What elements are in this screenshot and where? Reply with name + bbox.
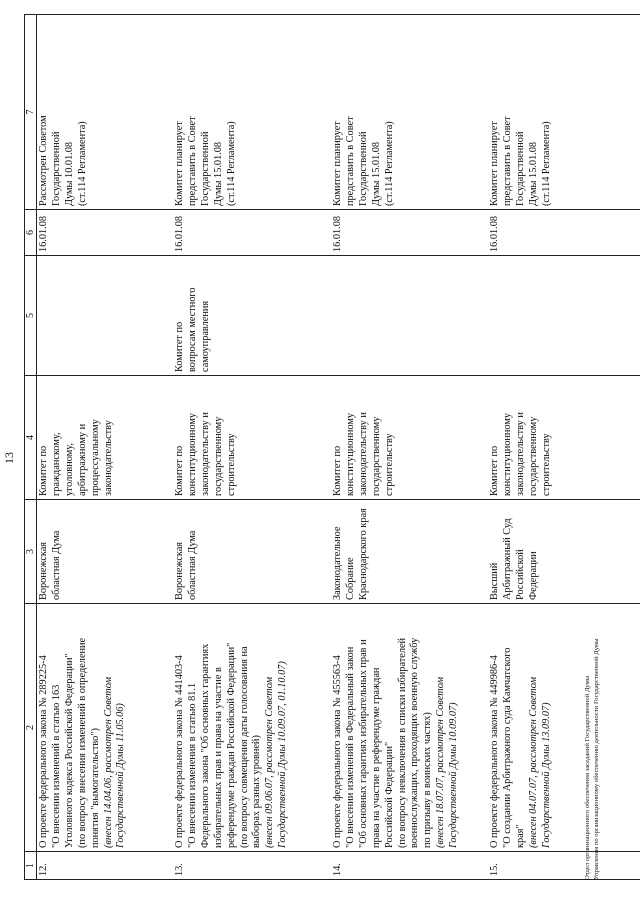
column-header: 6 xyxy=(25,210,37,256)
responsible-committee-line: конституционному xyxy=(344,412,356,496)
co-executor-cell xyxy=(173,256,331,376)
table-row xyxy=(488,15,640,880)
responsible-committee-line: Комитет по xyxy=(174,445,185,496)
row-number: 14. xyxy=(332,863,343,876)
date: 16.01.08 xyxy=(489,215,500,252)
bill-title-line: "О внесении изменений в Федеральный закон xyxy=(344,646,356,848)
co-executor-cell xyxy=(488,256,640,376)
co-executor-cell xyxy=(331,256,488,376)
initiator-line: областная Дума xyxy=(50,530,62,600)
bill-title-line: по призыву в воинских частях) xyxy=(422,712,434,848)
bill-title-line: Федерального закона "Об основных гарантиях xyxy=(199,643,211,848)
status-line: представить в Совет xyxy=(186,116,198,206)
responsible-committee-line: Комитет по xyxy=(38,445,49,496)
status-line: представить в Совет xyxy=(501,116,513,206)
bill-note-line: Государственной Думы 11.05.06) xyxy=(115,703,127,848)
initiator-line: Высший xyxy=(489,562,500,600)
responsible-committee-line: уголовному, xyxy=(63,443,75,496)
status-line: Рассмотрен Советом xyxy=(38,115,49,206)
initiator-line: областная Дума xyxy=(186,530,198,600)
column-header: 1 xyxy=(25,852,37,880)
initiator-line: Краснодарского края xyxy=(357,508,369,600)
responsible-committee-line: законодательству и xyxy=(514,412,526,496)
status-cell xyxy=(37,15,174,210)
bill-description-cell xyxy=(488,604,640,852)
column-header: 3 xyxy=(25,500,37,604)
page-number: 13 xyxy=(2,452,16,464)
responsible-committee-line: законодательству и xyxy=(357,412,369,496)
status-line: Государственной xyxy=(357,131,369,206)
responsible-committee-line: гражданскому, xyxy=(50,432,62,496)
initiator-cell xyxy=(173,500,331,604)
bill-title-line: военнослужащих, проходящих военную службу xyxy=(409,637,421,848)
responsible-committee-line: Комитет по xyxy=(489,445,500,496)
bill-title-line: края" xyxy=(514,824,526,848)
bill-title-line: (по вопросу совмещения даты голосования на xyxy=(238,646,250,848)
responsible-committee-line: законодательству xyxy=(102,420,114,496)
bill-title-line: "О внесении изменений в статью 163 xyxy=(50,684,62,848)
column-header: 7 xyxy=(25,15,37,210)
bill-title-line: избирательных прав и права на участие в xyxy=(212,667,224,848)
responsible-committee-cell xyxy=(488,376,640,500)
co-executor-line: самоуправления xyxy=(199,300,211,372)
bill-title-line: О проекте федерального закона № 289225-4 xyxy=(38,655,49,848)
row-number: 15. xyxy=(489,863,500,876)
responsible-committee-line: конституционному xyxy=(501,412,513,496)
initiator-line: Воронежская xyxy=(38,541,49,600)
bill-note-line: (внесен 18.07.07, рассмотрен Советом xyxy=(435,676,447,848)
status-line: (ст.114 Регламента) xyxy=(383,121,395,206)
status-line: представить в Совет xyxy=(344,116,356,206)
responsible-committee-line: Комитет по xyxy=(332,445,343,496)
bill-title-line: Российской Федерации" xyxy=(383,741,395,848)
bill-title-line: референдуме граждан Российской Федерации" xyxy=(225,642,237,848)
bill-note-line: Государственной Думы 13.09.07) xyxy=(540,702,552,848)
bills-table xyxy=(24,14,640,880)
initiator-line: Арбитражный Суд xyxy=(501,518,513,600)
status-line: Государственной xyxy=(50,131,62,206)
co-executor-line: вопросам местного xyxy=(186,287,198,372)
bill-title-line: "О внесении изменения в статью 81.1 xyxy=(186,682,198,848)
status-line: (ст.114 Регламента) xyxy=(540,121,552,206)
status-line: Думы 15.01.08 xyxy=(370,141,382,206)
bill-title-line: Уголовного кодекса Российской Федерации" xyxy=(63,653,75,848)
date-cell xyxy=(37,210,174,256)
column-header: 2 xyxy=(25,604,37,852)
row-number: 13. xyxy=(174,863,185,876)
status-line: Комитет планирует xyxy=(174,121,185,206)
responsible-committee-cell xyxy=(331,376,488,500)
column-header: 4 xyxy=(25,376,37,500)
row-number-cell xyxy=(331,852,488,880)
bill-title-line: О проекте федерального закона № 455563-4 xyxy=(332,655,343,848)
bill-description-cell xyxy=(173,604,331,852)
status-line: Думы 15.01.08 xyxy=(212,141,224,206)
initiator-cell xyxy=(37,500,174,604)
status-line: Государственной xyxy=(199,131,211,206)
bill-description-cell xyxy=(37,604,174,852)
row-number-cell xyxy=(37,852,174,880)
column-header-row xyxy=(25,15,37,880)
bill-title-line: права на участие в референдуме граждан xyxy=(370,667,382,848)
responsible-committee-line: строительству xyxy=(540,433,552,496)
date: 16.01.08 xyxy=(38,215,49,252)
responsible-committee-line: строительству xyxy=(383,433,395,496)
bill-title-line: (по вопросу внесения изменений в определение xyxy=(76,637,88,848)
bill-note-line: (внесен 04.07.07, рассмотрен Советом xyxy=(527,676,539,848)
row-number-cell xyxy=(488,852,640,880)
status-line: Комитет планирует xyxy=(489,121,500,206)
initiator-cell xyxy=(331,500,488,604)
bill-note-line: (внесен 14.04.06, рассмотрен Советом xyxy=(102,676,114,848)
footer-department: Отдел организационного обеспечения заседаний Государственной Думы xyxy=(584,675,591,880)
responsible-committee-cell xyxy=(37,376,174,500)
initiator-line: Российской xyxy=(514,549,526,600)
footer-directorate: Управления по организационному обеспечению деятельности Государственной Думы xyxy=(593,638,600,880)
initiator-line: Федерации xyxy=(527,551,539,600)
co-executor-cell xyxy=(37,256,174,376)
responsible-committee-line: арбитражному и xyxy=(76,423,88,496)
date-cell xyxy=(173,210,331,256)
status-line: Думы 15.01.08 xyxy=(527,141,539,206)
date: 16.01.08 xyxy=(332,215,343,252)
bill-title-line: выборах разных уровней) xyxy=(251,735,263,848)
status-cell xyxy=(331,15,488,210)
responsible-committee-cell xyxy=(173,376,331,500)
status-line: (ст.114 Регламента) xyxy=(76,121,88,206)
bill-title-line: (по вопросу невключения в списки избирателей xyxy=(396,637,408,848)
bill-note-line: (внесен 09.06.07, рассмотрен Советом xyxy=(264,676,276,848)
table-row xyxy=(173,15,331,880)
initiator-cell xyxy=(488,500,640,604)
bill-title-line: "О создании Арбитражного суда Камчатского xyxy=(501,647,513,848)
date-cell xyxy=(331,210,488,256)
responsible-committee-line: государственному xyxy=(527,416,539,496)
status-cell xyxy=(488,15,640,210)
status-line: Государственной xyxy=(514,131,526,206)
bill-title-line: понятия "вымогательство") xyxy=(89,728,101,848)
initiator-line: Воронежская xyxy=(174,541,185,600)
responsible-committee-line: государственному xyxy=(212,416,224,496)
status-line: Комитет планирует xyxy=(332,121,343,206)
status-line: (ст.114 Регламента) xyxy=(225,121,237,206)
date: 16.01.08 xyxy=(174,215,185,252)
responsible-committee-line: строительству xyxy=(225,433,237,496)
row-number: 12. xyxy=(38,863,49,876)
responsible-committee-line: государственному xyxy=(370,416,382,496)
bill-title-line: О проекте федерального закона № 449986-4 xyxy=(489,655,500,848)
table-row xyxy=(331,15,488,880)
bill-description-cell xyxy=(331,604,488,852)
date-cell xyxy=(488,210,640,256)
column-header: 5 xyxy=(25,256,37,376)
responsible-committee-line: конституционному xyxy=(186,412,198,496)
bill-title-line: "Об основных гарантиях избирательных прав и xyxy=(357,639,369,848)
status-line: Думы 10.01.08 xyxy=(63,141,75,206)
table-row xyxy=(37,15,174,880)
responsible-committee-line: законодательству и xyxy=(199,412,211,496)
row-number-cell xyxy=(173,852,331,880)
responsible-committee-line: процессуальному xyxy=(89,419,101,496)
co-executor-line: Комитет по xyxy=(174,321,185,372)
initiator-line: Законодательное xyxy=(332,526,343,600)
bill-note-line: Государственной Думы 10.09.07, 01.10.07) xyxy=(277,661,289,848)
initiator-line: Собрание xyxy=(344,557,356,600)
bill-title-line: О проекте федерального закона № 441403-4 xyxy=(174,655,185,848)
status-cell xyxy=(173,15,331,210)
bill-note-line: Государственной Думы 10.09.07) xyxy=(448,702,460,848)
